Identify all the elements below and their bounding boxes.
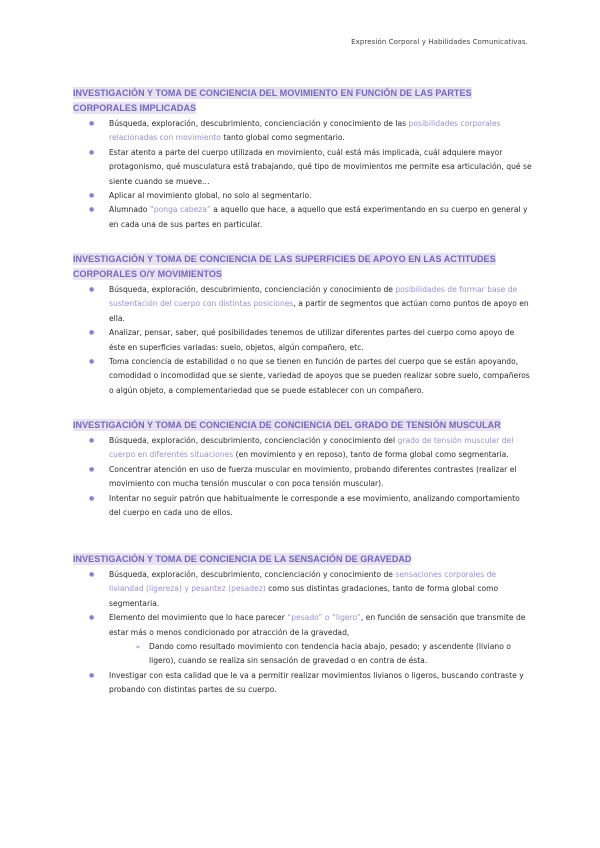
highlighted-phrase: posibilidades de formar base de sustentación del cuerpo con distintas posiciones (109, 285, 518, 309)
highlighted-phrase: sensaciones corporales de liviandad (ligereza) y pesantez (pesadez) (109, 570, 497, 594)
highlighted-phrase: “pesado” o “ligero” (287, 613, 361, 623)
section-partes-corporales (73, 86, 533, 232)
highlighted-phrase: posibilidades corporales relacionadas con movimiento (109, 119, 501, 143)
list-item: ● Intentar no seguir patrón que habitualmente le corresponde a ese movimiento, analizando comportamiento del cuerpo en cada uno de ellos. (109, 492, 533, 521)
list-item: ● Investigar con esta calidad que le va a permitir realizar movimientos livianos o ligeros, buscando contraste y probando con distintas partes de su cuerpo. (109, 669, 533, 698)
list-item: ● Aplicar al movimiento global, no solo al segmentario. (109, 189, 533, 203)
running-header: Expresión Corporal y Habilidades Comunicativas. (351, 38, 528, 46)
highlighted-phrase: grado de tensión muscular del cuerpo en diferentes situaciones (109, 436, 514, 460)
highlighted-phrase: “ponga cabeza” (149, 205, 211, 215)
section-sensacion-gravedad (73, 552, 533, 698)
list-item: ● Analizar, pensar, saber, qué posibilidades tenemos de utilizar diferentes partes del cuerpo como apoyo de éste en superficies variadas: suelo, objetos, algún compañero, etc. (109, 326, 533, 355)
list-item: ● Estar atento a parte del cuerpo utilizada en movimiento, cuál está más implicada, cuál adquiere mayor protagonismo, qué musculatura está trabajando, qué tipo de movimientos me permite esa articulación, qué se siente cuando se mueve… (109, 146, 533, 189)
bullet-list (73, 434, 533, 520)
sub-list (109, 640, 533, 669)
bullet-list (73, 283, 533, 398)
section-title: INVESTIGACIÓN Y TOMA DE CONCIENCIA DE LA SENSACIÓN DE GRAVEDAD (73, 554, 412, 564)
list-item: ● Concentrar atención en uso de fuerza muscular en movimiento, probando diferentes contrastes (realizar el movimiento con mucha tensión muscular o con poca tensión muscular). (109, 463, 533, 492)
list-item: ● Toma conciencia de estabilidad o no que se tienen en función de partes del cuerpo que se están apoyando, comodidad o incomodidad que se siente, variedad de apoyos que se pueden realizar sobre suelo, compañeros o algún objeto, a complementariedad que se puede establecer con un compañero. (109, 355, 533, 398)
bullet-list (73, 568, 533, 698)
section-tension-muscular (73, 418, 533, 520)
section-title: INVESTIGACIÓN Y TOMA DE CONCIENCIA DE LAS SUPERFICIES DE APOYO EN LAS ACTITUDES CORPORALES O/Y MOVIMIENTOS (73, 254, 496, 279)
list-item: ● Búsqueda, exploración, descubrimiento, concienciación y conocimiento de posibilidades de formar base de sustentación del cuerpo con distintas posiciones, a partir de segmentos que actúan como puntos de apoyo en ella. (109, 283, 533, 326)
list-item: ● Elemento del movimiento que lo hace parecer “pesado” o “ligero”, en función de sensación que transmite de estar más o menos condicionado por atracción de la gravedad, ➢ Dando como resultado movimiento con tendencia hacia abajo, pesado; y ascendente (liviano o ligero), cuando se realiza sin sensación de gravedad o en contra de ésta. (109, 611, 533, 669)
bullet-list (73, 117, 533, 232)
list-item: ● Búsqueda, exploración, descubrimiento, concienciación y conocimiento de sensaciones corporales de liviandad (ligereza) y pesantez (pesadez) como sus distintas gradaciones, tanto de forma global como segmentaria. (109, 568, 533, 611)
list-item: ● Búsqueda, exploración, descubrimiento, concienciación y conocimiento del grado de tensión muscular del cuerpo en diferentes situaciones (en movimiento y en reposo), tanto de forma global como segmentaria. (109, 434, 533, 463)
sub-list-item: ➢ Dando como resultado movimiento con tendencia hacia abajo, pesado; y ascendente (liviano o ligero), cuando se realiza sin sensación de gravedad o en contra de ésta. (149, 640, 533, 669)
section-title: INVESTIGACIÓN Y TOMA DE CONCIENCIA DEL MOVIMIENTO EN FUNCIÓN DE LAS PARTES CORPORALES IMPLICADAS (73, 88, 472, 113)
section-title: INVESTIGACIÓN Y TOMA DE CONCIENCIA DE CONCIENCIA DEL GRADO DE TENSIÓN MUSCULAR (73, 420, 501, 430)
list-item: ● Alumnado “ponga cabeza” a aquello que hace, a aquello que está experimentando en su cuerpo en general y en cada una de sus partes en particular. (109, 203, 533, 232)
list-item: ● Búsqueda, exploración, descubrimiento, concienciación y conocimiento de las posibilidades corporales relacionadas con movimiento tanto global como segmentario. (109, 117, 533, 146)
section-superficies-apoyo (73, 252, 533, 398)
